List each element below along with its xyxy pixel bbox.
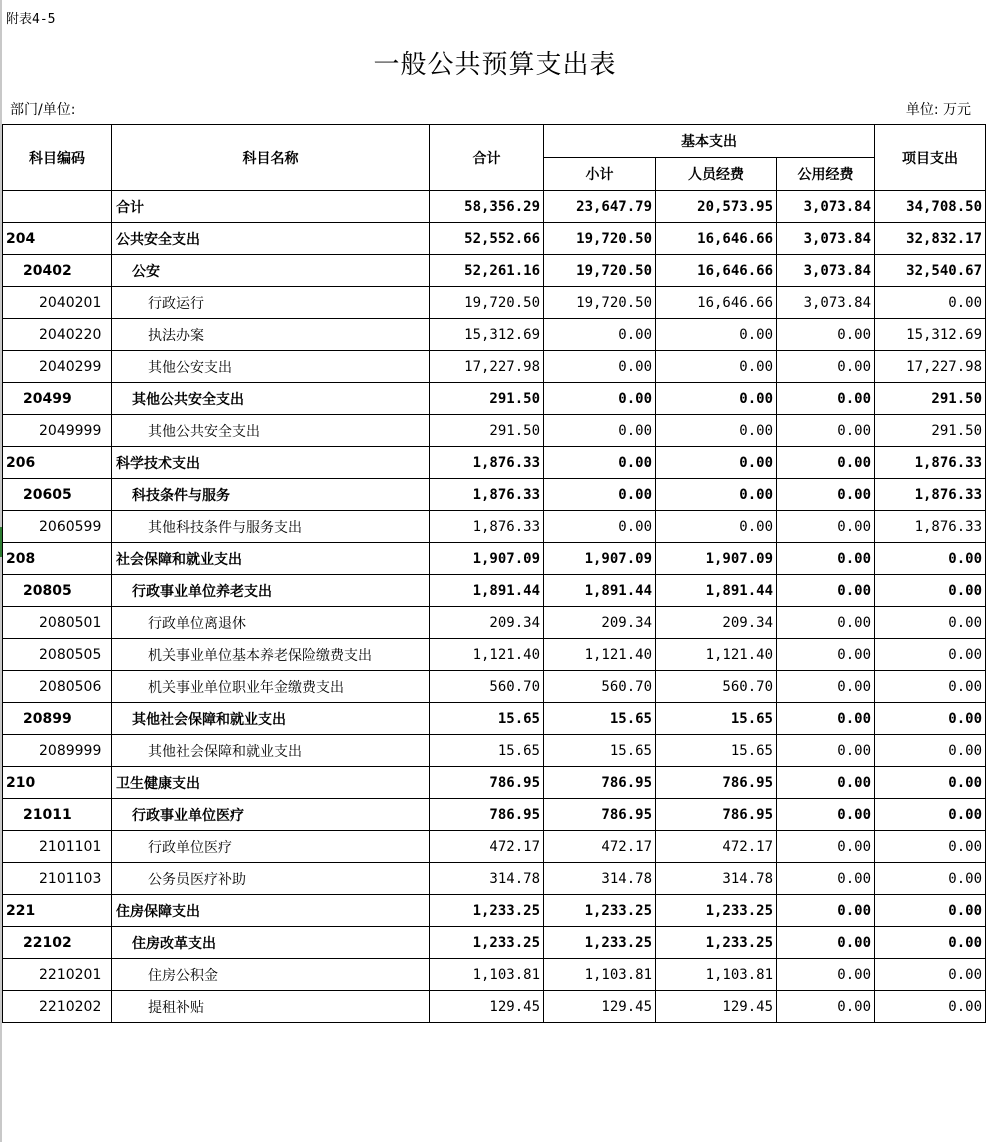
cell-total: 786.95 [430, 767, 544, 799]
cell-subtotal: 15.65 [544, 735, 656, 767]
cell-subtotal: 0.00 [544, 447, 656, 479]
table-row[interactable] [3, 351, 986, 383]
cell-project: 0.00 [875, 959, 986, 991]
cell-public: 0.00 [777, 479, 875, 511]
cell-project: 0.00 [875, 767, 986, 799]
cell-public: 0.00 [777, 927, 875, 959]
cell-code: 22102 [3, 927, 112, 959]
table-row[interactable] [3, 191, 986, 223]
table-row[interactable] [3, 607, 986, 639]
cell-code: 2101103 [3, 863, 112, 895]
cell-personnel: 0.00 [656, 479, 777, 511]
cell-name: 卫生健康支出 [112, 767, 430, 799]
cell-subtotal: 314.78 [544, 863, 656, 895]
cell-subtotal: 1,907.09 [544, 543, 656, 575]
cell-subtotal: 1,103.81 [544, 959, 656, 991]
cell-public: 0.00 [777, 735, 875, 767]
table-row[interactable] [3, 223, 986, 255]
cell-personnel: 16,646.66 [656, 287, 777, 319]
table-row[interactable] [3, 735, 986, 767]
cell-code: 206 [3, 447, 112, 479]
cell-subtotal: 0.00 [544, 511, 656, 543]
table-row[interactable] [3, 447, 986, 479]
cell-project: 0.00 [875, 575, 986, 607]
cell-subtotal: 1,121.40 [544, 639, 656, 671]
cell-personnel: 209.34 [656, 607, 777, 639]
table-row[interactable] [3, 959, 986, 991]
cell-personnel: 0.00 [656, 383, 777, 415]
cell-public: 0.00 [777, 543, 875, 575]
cell-personnel: 0.00 [656, 511, 777, 543]
table-row[interactable] [3, 639, 986, 671]
cell-name: 其他社会保障和就业支出 [112, 735, 430, 767]
cell-total: 58,356.29 [430, 191, 544, 223]
cell-public: 0.00 [777, 767, 875, 799]
cell-total: 1,121.40 [430, 639, 544, 671]
cell-project: 32,540.67 [875, 255, 986, 287]
cell-project: 1,876.33 [875, 447, 986, 479]
cell-name: 社会保障和就业支出 [112, 543, 430, 575]
page-title: 一般公共预算支出表 [373, 50, 617, 80]
table-row[interactable] [3, 287, 986, 319]
cell-name: 公务员医疗补助 [112, 863, 430, 895]
header-code: 科目编码 [3, 125, 112, 191]
cell-subtotal: 0.00 [544, 415, 656, 447]
cell-subtotal: 209.34 [544, 607, 656, 639]
cell-project: 0.00 [875, 543, 986, 575]
cell-subtotal: 1,233.25 [544, 895, 656, 927]
cell-personnel: 1,233.25 [656, 895, 777, 927]
cell-project: 0.00 [875, 607, 986, 639]
cell-public: 0.00 [777, 447, 875, 479]
cell-code: 20899 [3, 703, 112, 735]
cell-total: 15.65 [430, 735, 544, 767]
table-row[interactable] [3, 831, 986, 863]
cell-project: 1,876.33 [875, 479, 986, 511]
cell-public: 0.00 [777, 959, 875, 991]
header-public: 公用经费 [777, 158, 875, 191]
cell-code: 2089999 [3, 735, 112, 767]
cell-code: 2040299 [3, 351, 112, 383]
cell-public: 0.00 [777, 799, 875, 831]
cell-name: 其他公共安全支出 [112, 383, 430, 415]
cell-subtotal: 1,891.44 [544, 575, 656, 607]
cell-project: 0.00 [875, 671, 986, 703]
cell-subtotal: 0.00 [544, 319, 656, 351]
cell-total: 19,720.50 [430, 287, 544, 319]
table-row[interactable] [3, 383, 986, 415]
cell-name: 机关事业单位职业年金缴费支出 [112, 671, 430, 703]
cell-public: 0.00 [777, 895, 875, 927]
cell-subtotal: 0.00 [544, 479, 656, 511]
cell-project: 0.00 [875, 799, 986, 831]
cell-name: 行政运行 [112, 287, 430, 319]
cell-code: 210 [3, 767, 112, 799]
cell-code: 2080505 [3, 639, 112, 671]
cell-personnel: 0.00 [656, 351, 777, 383]
cell-personnel: 129.45 [656, 991, 777, 1023]
cell-code: 204 [3, 223, 112, 255]
table-row[interactable] [3, 319, 986, 351]
cell-name: 其他公共安全支出 [112, 415, 430, 447]
cell-subtotal: 0.00 [544, 383, 656, 415]
cell-name: 执法办案 [112, 319, 430, 351]
table-row[interactable] [3, 671, 986, 703]
cell-personnel: 786.95 [656, 767, 777, 799]
cell-personnel: 15.65 [656, 735, 777, 767]
cell-code: 2040220 [3, 319, 112, 351]
department-label: 部门/单位: [10, 102, 76, 118]
cell-project: 15,312.69 [875, 319, 986, 351]
table-row[interactable] [3, 415, 986, 447]
cell-subtotal: 19,720.50 [544, 287, 656, 319]
cell-public: 3,073.84 [777, 255, 875, 287]
cell-public: 0.00 [777, 511, 875, 543]
cell-public: 0.00 [777, 863, 875, 895]
cell-total: 209.34 [430, 607, 544, 639]
header-subtotal: 小计 [544, 158, 656, 191]
cell-total: 1,876.33 [430, 447, 544, 479]
cell-project: 0.00 [875, 703, 986, 735]
table-row[interactable] [3, 703, 986, 735]
cell-subtotal: 23,647.79 [544, 191, 656, 223]
cell-subtotal: 19,720.50 [544, 255, 656, 287]
cell-total: 129.45 [430, 991, 544, 1023]
cell-personnel: 786.95 [656, 799, 777, 831]
cell-code: 2060599 [3, 511, 112, 543]
cell-project: 0.00 [875, 831, 986, 863]
cell-personnel: 560.70 [656, 671, 777, 703]
cell-subtotal: 786.95 [544, 767, 656, 799]
cell-personnel: 20,573.95 [656, 191, 777, 223]
cell-name: 行政事业单位养老支出 [112, 575, 430, 607]
cell-subtotal: 472.17 [544, 831, 656, 863]
cell-name: 住房改革支出 [112, 927, 430, 959]
cell-code: 20402 [3, 255, 112, 287]
cell-public: 0.00 [777, 607, 875, 639]
table-row[interactable] [3, 895, 986, 927]
cell-project: 17,227.98 [875, 351, 986, 383]
cell-subtotal: 560.70 [544, 671, 656, 703]
cell-total: 1,876.33 [430, 511, 544, 543]
table-row[interactable] [3, 799, 986, 831]
cell-code: 2049999 [3, 415, 112, 447]
attachment-label: 附表4-5 [6, 12, 56, 27]
cell-total: 17,227.98 [430, 351, 544, 383]
budget-table [2, 124, 986, 1023]
unit-label: 单位: 万元 [905, 102, 971, 118]
cell-code: 221 [3, 895, 112, 927]
cell-personnel: 1,103.81 [656, 959, 777, 991]
cell-project: 34,708.50 [875, 191, 986, 223]
cell-code: 2040201 [3, 287, 112, 319]
cell-public: 0.00 [777, 575, 875, 607]
cell-code: 20805 [3, 575, 112, 607]
cell-subtotal: 786.95 [544, 799, 656, 831]
cell-personnel: 16,646.66 [656, 255, 777, 287]
cell-subtotal: 19,720.50 [544, 223, 656, 255]
cell-total: 1,233.25 [430, 927, 544, 959]
cell-project: 0.00 [875, 639, 986, 671]
cell-project: 0.00 [875, 863, 986, 895]
cell-project: 32,832.17 [875, 223, 986, 255]
cell-personnel: 1,233.25 [656, 927, 777, 959]
budget-table-body [3, 191, 986, 1023]
cell-code: 20605 [3, 479, 112, 511]
cell-code: 2080501 [3, 607, 112, 639]
cell-personnel: 0.00 [656, 319, 777, 351]
cell-public: 3,073.84 [777, 191, 875, 223]
cell-public: 0.00 [777, 991, 875, 1023]
cell-code: 2210201 [3, 959, 112, 991]
cell-code: 2210202 [3, 991, 112, 1023]
cell-project: 1,876.33 [875, 511, 986, 543]
cell-personnel: 0.00 [656, 447, 777, 479]
cell-name: 住房保障支出 [112, 895, 430, 927]
cell-project: 291.50 [875, 415, 986, 447]
table-row[interactable] [3, 927, 986, 959]
table-row[interactable] [3, 511, 986, 543]
cell-total: 291.50 [430, 415, 544, 447]
cell-subtotal: 129.45 [544, 991, 656, 1023]
cell-total: 1,103.81 [430, 959, 544, 991]
table-row[interactable] [3, 767, 986, 799]
cell-project: 0.00 [875, 735, 986, 767]
cell-total: 1,891.44 [430, 575, 544, 607]
cell-personnel: 16,646.66 [656, 223, 777, 255]
cell-code: 2101101 [3, 831, 112, 863]
cell-public: 0.00 [777, 383, 875, 415]
table-row[interactable] [3, 479, 986, 511]
cell-subtotal: 1,233.25 [544, 927, 656, 959]
header-name: 科目名称 [112, 125, 430, 191]
cell-name: 其他科技条件与服务支出 [112, 511, 430, 543]
cell-name: 行政单位医疗 [112, 831, 430, 863]
table-row[interactable] [3, 255, 986, 287]
cell-project: 0.00 [875, 991, 986, 1023]
cell-personnel: 1,907.09 [656, 543, 777, 575]
cell-total: 314.78 [430, 863, 544, 895]
cell-personnel: 314.78 [656, 863, 777, 895]
cell-project: 291.50 [875, 383, 986, 415]
table-row[interactable] [3, 991, 986, 1023]
cell-code: 2080506 [3, 671, 112, 703]
cell-name: 机关事业单位基本养老保险缴费支出 [112, 639, 430, 671]
header-project: 项目支出 [875, 125, 986, 191]
cell-project: 0.00 [875, 895, 986, 927]
header-personnel: 人员经费 [656, 158, 777, 191]
cell-name: 提租补贴 [112, 991, 430, 1023]
cell-public: 0.00 [777, 319, 875, 351]
cell-public: 3,073.84 [777, 223, 875, 255]
table-row[interactable] [3, 575, 986, 607]
cell-code: 208 [3, 543, 112, 575]
cell-name: 科学技术支出 [112, 447, 430, 479]
cell-name: 合计 [112, 191, 430, 223]
cell-code: 21011 [3, 799, 112, 831]
cell-public: 3,073.84 [777, 287, 875, 319]
cell-project: 0.00 [875, 287, 986, 319]
cell-name: 行政单位离退休 [112, 607, 430, 639]
cell-personnel: 15.65 [656, 703, 777, 735]
cell-personnel: 472.17 [656, 831, 777, 863]
cell-public: 0.00 [777, 703, 875, 735]
table-row[interactable] [3, 863, 986, 895]
cell-name: 其他社会保障和就业支出 [112, 703, 430, 735]
cell-name: 科技条件与服务 [112, 479, 430, 511]
cell-personnel: 0.00 [656, 415, 777, 447]
cell-total: 560.70 [430, 671, 544, 703]
cell-subtotal: 15.65 [544, 703, 656, 735]
cell-name: 其他公安支出 [112, 351, 430, 383]
cell-total: 15,312.69 [430, 319, 544, 351]
cell-personnel: 1,121.40 [656, 639, 777, 671]
cell-subtotal: 0.00 [544, 351, 656, 383]
cell-total: 52,261.16 [430, 255, 544, 287]
cell-code: 20499 [3, 383, 112, 415]
cell-name: 公共安全支出 [112, 223, 430, 255]
table-row[interactable] [3, 543, 986, 575]
cell-public: 0.00 [777, 639, 875, 671]
cell-name: 住房公积金 [112, 959, 430, 991]
cell-total: 1,876.33 [430, 479, 544, 511]
cell-code [3, 191, 112, 223]
cell-total: 1,907.09 [430, 543, 544, 575]
header-basic: 基本支出 [544, 125, 875, 158]
cell-total: 15.65 [430, 703, 544, 735]
cell-name: 公安 [112, 255, 430, 287]
cell-personnel: 1,891.44 [656, 575, 777, 607]
cell-name: 行政事业单位医疗 [112, 799, 430, 831]
cell-public: 0.00 [777, 831, 875, 863]
cell-public: 0.00 [777, 671, 875, 703]
cell-total: 52,552.66 [430, 223, 544, 255]
cell-public: 0.00 [777, 415, 875, 447]
cell-total: 1,233.25 [430, 895, 544, 927]
cell-public: 0.00 [777, 351, 875, 383]
header-total: 合计 [430, 125, 544, 191]
cell-total: 291.50 [430, 383, 544, 415]
cell-total: 472.17 [430, 831, 544, 863]
cell-project: 0.00 [875, 927, 986, 959]
cell-total: 786.95 [430, 799, 544, 831]
